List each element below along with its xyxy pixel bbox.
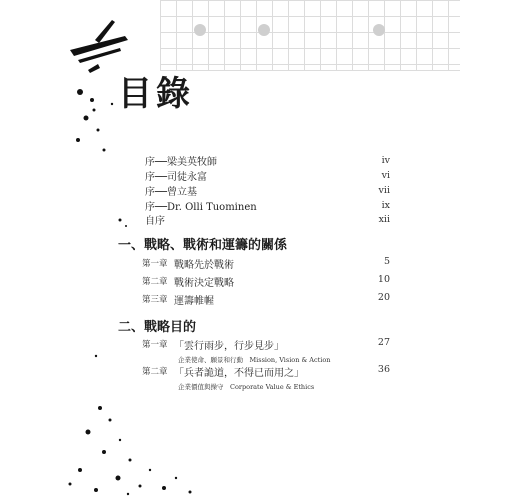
toc-entry-preface[interactable] [145, 183, 390, 197]
toc-entry-label: 自序 [145, 215, 165, 227]
toc-page-number: 20 [377, 292, 390, 303]
chapter-number: 第三章 [142, 295, 168, 305]
chapter-title: 戰略先於戰術 [174, 260, 234, 271]
chapter-title: 戰術決定戰略 [174, 278, 234, 289]
toc-entry-label: 序──司徒永富 [145, 171, 208, 183]
toc-entry-label: 序──Dr. Olli Tuominen [145, 201, 257, 213]
toc-entry-preface[interactable] [145, 168, 390, 182]
toc-page-number: 27 [377, 337, 390, 348]
chapter-number: 第二章 [142, 277, 168, 287]
chapter-title: 「兵者詭道，不得已而用之」 [174, 368, 304, 379]
chapter-number: 第一章 [142, 259, 168, 269]
toc-entry-chapter[interactable] [142, 274, 390, 289]
toc-page-number: iv [381, 154, 390, 166]
toc-entry-chapter[interactable] [142, 364, 390, 391]
toc-entry-preface[interactable] [145, 198, 390, 212]
chapter-subtitle: 企業價值與操守 Corporate Value & Ethics [178, 383, 315, 391]
chapter-title: 「雲行雨步，行步見步」 [174, 341, 284, 352]
toc-page-number: vii [378, 184, 390, 196]
toc-entry-label: 序──曾立基 [145, 186, 198, 198]
chapter-subtitle: 企業使命、願景和行動 Mission, Vision & Action [178, 356, 331, 364]
toc-page-number: 10 [377, 274, 390, 285]
toc-page-number: 36 [377, 364, 390, 375]
chapter-number: 第二章 [142, 367, 168, 377]
toc-part-heading[interactable]: 二、戰略目的 [118, 320, 197, 335]
chapter-title: 運籌帷幄 [174, 296, 214, 307]
toc-page-number: ix [381, 199, 390, 211]
toc-entry-label: 序──梁美英牧師 [145, 156, 218, 168]
page-title: 目錄 [118, 74, 194, 114]
toc-entry-preface[interactable] [145, 212, 390, 226]
toc-entry-preface[interactable] [145, 153, 390, 167]
toc-page-number: vi [381, 169, 390, 181]
chapter-number: 第一章 [142, 340, 168, 350]
toc-entry-chapter[interactable] [142, 292, 390, 307]
toc-page-number: 5 [383, 256, 390, 267]
toc-page-number: xii [378, 213, 390, 225]
toc-entry-chapter[interactable] [142, 256, 390, 271]
toc-part-heading[interactable]: 一、戰略、戰術和運籌的關係 [118, 238, 288, 253]
toc-entry-chapter[interactable] [142, 337, 390, 364]
